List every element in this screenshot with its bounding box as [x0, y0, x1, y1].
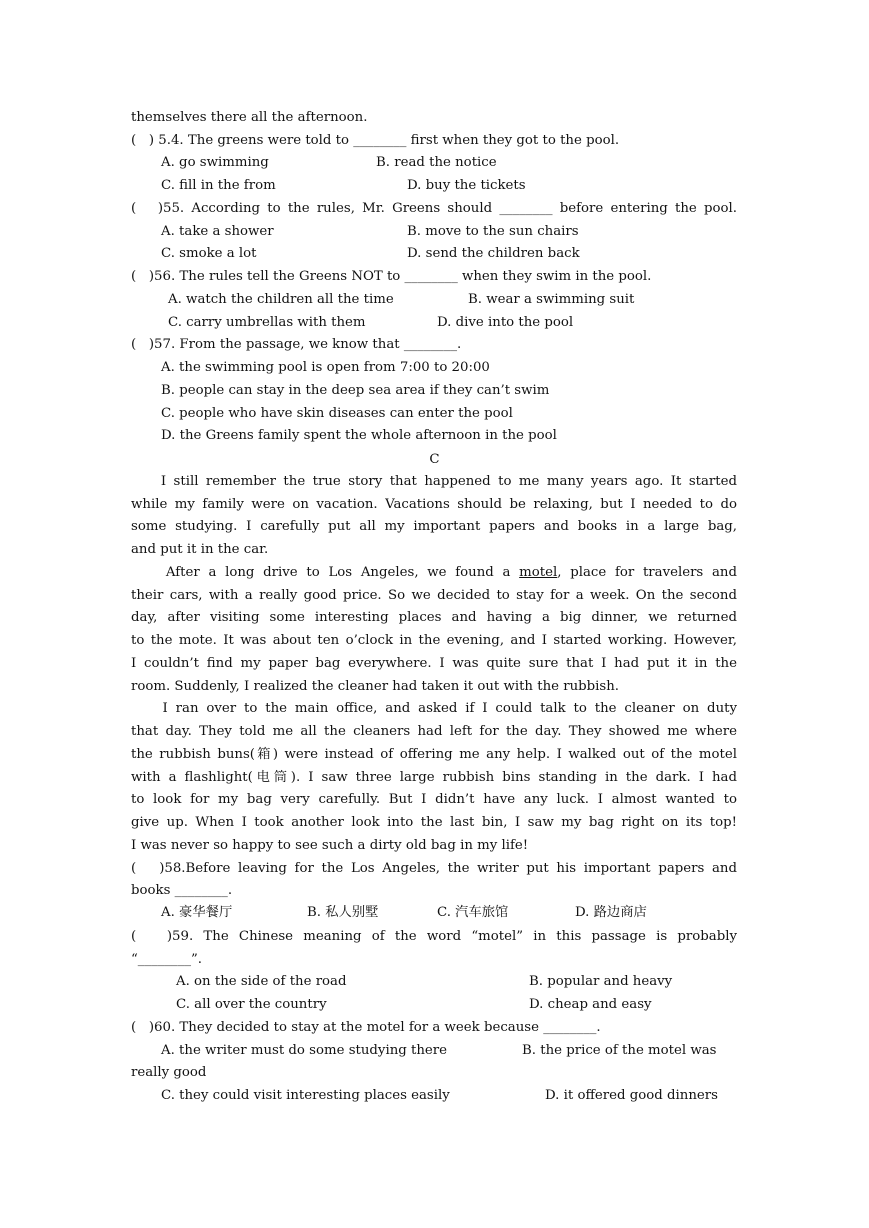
- option-59-a: A. on the side of the road: [176, 974, 347, 989]
- passage-line: that day. They told me all the cleaners had left for the day. They showed me where: [131, 724, 737, 739]
- passage-text: , place for travelers and: [557, 565, 737, 580]
- passage-line: to the mote. It was about ten o’clock in the evening, and I started working. However,: [131, 633, 737, 648]
- option-55-a: A. take a shower: [161, 224, 274, 239]
- option-57-d: D. the Greens family spent the whole afternoon in the pool: [161, 428, 557, 443]
- question-55: ( )55. According to the rules, Mr. Greens should ________ before entering the pool.: [131, 201, 737, 216]
- option-57-c: C. people who have skin diseases can enter the pool: [161, 406, 513, 421]
- option-59-c: C. all over the country: [176, 997, 327, 1012]
- passage-line: their cars, with a really good price. So we decided to stay for a week. On the second: [131, 588, 737, 603]
- option-57-b: B. people can stay in the deep sea area if they can’t swim: [161, 383, 550, 398]
- question-56: ( )56. The rules tell the Greens NOT to ________ when they swim in the pool.: [131, 269, 652, 284]
- passage-line: with a flashlight(电筒). I saw three large rubbish bins standing in the dark. I had: [131, 770, 737, 785]
- question-54: ( ) 5.4. The greens were told to ________ first when they got to the pool.: [131, 133, 620, 148]
- text-line: themselves there all the afternoon.: [131, 110, 368, 125]
- option-54-d: D. buy the tickets: [407, 178, 526, 193]
- passage-line: room. Suddenly, I realized the cleaner had taken it out with the rubbish.: [131, 679, 620, 694]
- section-heading: C: [429, 452, 440, 467]
- question-57: ( )57. From the passage, we know that ________.: [131, 337, 462, 352]
- passage-line: I still remember the true story that happened to me many years ago. It started: [131, 474, 737, 489]
- passage-line: I was never so happy to see such a dirty old bag in my life!: [131, 838, 529, 853]
- passage-line: while my family were on vacation. Vacations should be relaxing, but I needed to do: [131, 497, 737, 512]
- question-58: ( )58.Before leaving for the Los Angeles, the writer put his important papers and: [131, 861, 737, 876]
- option-60-c: C. they could visit interesting places easily: [161, 1088, 450, 1103]
- question-59-cont: “________”.: [131, 952, 203, 967]
- option-54-c: C. fill in the from: [161, 178, 276, 193]
- question-59: ( )59. The Chinese meaning of the word “motel” in this passage is probably: [131, 929, 737, 944]
- passage-line: [131, 564, 737, 582]
- option-57-a: A. the swimming pool is open from 7:00 to 20:00: [161, 360, 490, 375]
- option-54-b: B. read the notice: [376, 155, 497, 170]
- option-58-a: A. 豪华餐厅: [161, 905, 233, 920]
- question-60: ( )60. They decided to stay at the motel for a week because ________.: [131, 1020, 601, 1035]
- passage-line: give up. When I took another look into the last bin, I saw my bag right on its top!: [131, 815, 737, 830]
- option-56-b: B. wear a swimming suit: [468, 292, 635, 307]
- option-56-d: D. dive into the pool: [437, 315, 574, 330]
- option-60-b: B. the price of the motel was: [522, 1043, 717, 1058]
- option-59-d: D. cheap and easy: [529, 997, 652, 1012]
- option-56-a: A. watch the children all the time: [168, 292, 394, 307]
- passage-line: and put it in the car.: [131, 542, 269, 557]
- question-58-cont: books ________.: [131, 883, 233, 898]
- passage-line: I ran over to the main office, and asked if I could talk to the cleaner on duty: [131, 701, 737, 716]
- option-58-c: C. 汽车旅馆: [437, 905, 509, 920]
- option-55-d: D. send the children back: [407, 246, 580, 261]
- passage-text: After a long drive to Los Angeles, we found a: [131, 565, 520, 580]
- option-59-b: B. popular and heavy: [529, 974, 673, 989]
- underlined-word: motel: [519, 565, 558, 580]
- option-58-b: B. 私人别墅: [307, 905, 379, 920]
- passage-line: some studying. I carefully put all my important papers and books in a large bag,: [131, 519, 737, 534]
- option-60-a: A. the writer must do some studying there: [161, 1043, 447, 1058]
- passage-line: the rubbish buns(箱) were instead of offering me any help. I walked out of the motel: [131, 747, 737, 762]
- option-54-a: A. go swimming: [161, 155, 269, 170]
- option-55-c: C. smoke a lot: [161, 246, 257, 261]
- passage-line: day, after visiting some interesting places and having a big dinner, we returned: [131, 610, 737, 625]
- option-60-b-cont: really good: [131, 1065, 207, 1080]
- passage-line: to look for my bag very carefully. But I didn’t have any luck. I almost wanted to: [131, 792, 737, 807]
- option-60-d: D. it offered good dinners: [545, 1088, 718, 1103]
- option-55-b: B. move to the sun chairs: [407, 224, 579, 239]
- option-56-c: C. carry umbrellas with them: [168, 315, 366, 330]
- passage-line: I couldn’t find my paper bag everywhere. I was quite sure that I had put it in the: [131, 656, 737, 671]
- option-58-d: D. 路边商店: [575, 905, 647, 920]
